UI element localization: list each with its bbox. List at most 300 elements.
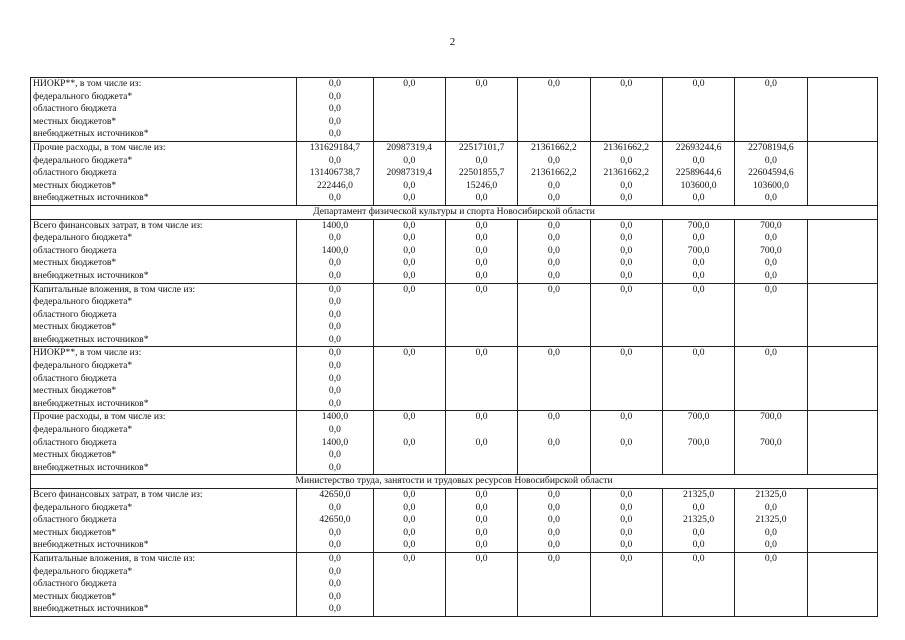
row-label: внебюджетных источников* — [33, 539, 149, 551]
cell-value: 0,0 — [620, 257, 633, 269]
value-cell — [373, 141, 445, 205]
cell-value: 0,0 — [620, 283, 633, 295]
cell-value: 0,0 — [764, 552, 777, 564]
value-cell — [662, 411, 734, 475]
page-number: 2 — [449, 36, 456, 48]
cell-value: 22604594,6 — [748, 167, 794, 179]
cell-value: 21325,0 — [682, 514, 715, 526]
row-label: федерального бюджета* — [33, 232, 133, 244]
value-cell — [518, 489, 590, 553]
value-cell — [590, 552, 662, 616]
cell-value: 0,0 — [328, 269, 341, 281]
cell-value: 0,0 — [403, 232, 416, 244]
cell-value: 0,0 — [692, 269, 705, 281]
cell-value: 0,0 — [547, 179, 560, 191]
cell-value: 0,0 — [403, 244, 416, 256]
cell-value: 0,0 — [547, 539, 560, 551]
cell-value: 21325,0 — [755, 489, 787, 500]
cell-value: 0,0 — [403, 501, 416, 513]
row-label: федерального бюджета* — [33, 565, 133, 577]
cell-value: 0,0 — [328, 90, 341, 102]
cell-value: 0,0 — [764, 269, 777, 281]
cell-value: 0,0 — [620, 154, 633, 166]
value-cell — [373, 552, 445, 616]
cell-value: 0,0 — [403, 552, 416, 564]
cell-value: 0,0 — [620, 436, 633, 448]
cell-value: 20987319,4 — [386, 167, 433, 179]
row-label: внебюджетных источников* — [33, 269, 149, 281]
cell-value: 0,0 — [475, 283, 488, 295]
cell-value: 0,0 — [328, 461, 341, 473]
cell-value: 0,0 — [547, 232, 560, 244]
cell-value: 0,0 — [403, 283, 416, 295]
row-label: областного бюджета — [33, 244, 117, 256]
value-cell — [662, 141, 734, 205]
cell-value: 21361662,2 — [531, 141, 577, 153]
cell-value: 0,0 — [620, 411, 633, 423]
value-cell — [807, 489, 877, 553]
cell-value — [520, 424, 587, 437]
cell-value: 0,0 — [475, 219, 488, 231]
row-label: Прочие расходы, в том числе из: — [33, 141, 166, 153]
cell-value: 0,0 — [403, 539, 416, 551]
cell-value: 700,0 — [687, 219, 710, 231]
cell-value: 0,0 — [403, 514, 416, 526]
cell-value: 0,0 — [620, 219, 633, 231]
row-label: Капитальные вложения, в том числе из: — [33, 552, 196, 564]
cell-value: 1400,0 — [321, 436, 349, 448]
cell-value: 131629184,7 — [309, 141, 361, 153]
cell-value: 0,0 — [328, 501, 341, 513]
row-labels-cell — [31, 283, 297, 347]
cell-value: 0,0 — [692, 552, 705, 564]
cell-value: 0,0 — [692, 232, 705, 244]
row-label: местных бюджетов* — [33, 449, 117, 461]
cell-value: 222446,0 — [316, 179, 353, 191]
cell-value: 22708194,6 — [748, 141, 794, 153]
row-label: внебюджетных источников* — [33, 192, 149, 204]
cell-value: 0,0 — [764, 154, 777, 166]
budget-group-row — [31, 347, 878, 411]
cell-value: 0,0 — [475, 411, 488, 423]
cell-value: 0,0 — [403, 411, 416, 423]
budget-group-row — [31, 141, 878, 205]
value-cell — [297, 283, 373, 347]
cell-value — [665, 424, 732, 437]
cell-value: 0,0 — [764, 192, 777, 204]
value-cell — [518, 78, 590, 142]
cell-value: 22693244,6 — [675, 141, 722, 153]
cell-value: 0,0 — [403, 526, 416, 538]
value-cell — [373, 283, 445, 347]
cell-value: 0,0 — [547, 489, 560, 500]
row-label: внебюджетных источников* — [33, 461, 149, 473]
cell-value: 0,0 — [620, 192, 633, 204]
cell-value: 0,0 — [328, 308, 341, 320]
cell-value: 0,0 — [692, 283, 705, 295]
cell-value: 0,0 — [547, 514, 560, 526]
cell-value: 0,0 — [547, 78, 560, 89]
cell-value: 0,0 — [764, 526, 777, 538]
cell-value: 0,0 — [475, 269, 488, 281]
cell-value: 0,0 — [328, 424, 341, 436]
value-cell — [807, 141, 877, 205]
value-cell — [373, 78, 445, 142]
cell-value: 15246,0 — [466, 179, 498, 191]
value-cell — [518, 141, 590, 205]
row-labels-cell — [31, 411, 297, 475]
cell-value: 0,0 — [764, 539, 777, 551]
cell-value: 0,0 — [475, 489, 488, 500]
cell-value: 0,0 — [328, 115, 341, 127]
cell-value — [376, 424, 443, 437]
row-label: областного бюджета — [33, 514, 117, 526]
row-label: Капитальные вложения, в том числе из: — [33, 283, 196, 295]
row-label: федерального бюджета* — [33, 501, 133, 513]
budget-group-row — [31, 219, 878, 283]
cell-value: 21361662,2 — [531, 167, 577, 179]
cell-value: 0,0 — [475, 154, 488, 166]
cell-value: 0,0 — [475, 539, 488, 551]
value-cell — [735, 78, 807, 142]
cell-value: 700,0 — [760, 219, 782, 231]
row-labels-cell — [31, 552, 297, 616]
value-cell — [590, 489, 662, 553]
cell-value: 0,0 — [620, 489, 633, 500]
budget-group-row — [31, 78, 878, 142]
cell-value: 0,0 — [328, 552, 341, 564]
cell-value: 42650,0 — [319, 489, 351, 500]
value-cell — [735, 552, 807, 616]
cell-value: 0,0 — [328, 526, 341, 538]
value-cell — [662, 219, 734, 283]
cell-value — [593, 424, 660, 437]
cell-value: 0,0 — [620, 78, 633, 89]
row-labels-cell — [31, 141, 297, 205]
cell-value: 0,0 — [328, 296, 341, 308]
cell-value: 0,0 — [620, 347, 633, 359]
row-label: федерального бюджета* — [33, 360, 133, 372]
cell-value: 0,0 — [328, 347, 341, 359]
cell-value: 103600,0 — [680, 179, 717, 191]
value-cell — [518, 552, 590, 616]
row-label: местных бюджетов* — [33, 115, 117, 127]
cell-value: 0,0 — [475, 552, 488, 564]
cell-value: 0,0 — [328, 103, 341, 115]
row-label: местных бюджетов* — [33, 590, 117, 602]
cell-value: 0,0 — [692, 154, 705, 166]
row-label: местных бюджетов* — [33, 257, 117, 269]
cell-value: 0,0 — [328, 385, 341, 397]
cell-value: 0,0 — [547, 192, 560, 204]
budget-group-row — [31, 411, 878, 475]
value-cell — [735, 141, 807, 205]
cell-value: 1400,0 — [321, 244, 349, 256]
cell-value: 0,0 — [403, 179, 416, 191]
row-label: НИОКР**, в том числе из: — [33, 78, 142, 89]
department-row — [31, 205, 878, 219]
cell-value: 700,0 — [687, 436, 710, 448]
cell-value: 0,0 — [547, 552, 560, 564]
cell-value: 0,0 — [328, 397, 341, 409]
cell-value: 0,0 — [403, 154, 416, 166]
cell-value: 0,0 — [692, 192, 705, 204]
value-cell — [590, 411, 662, 475]
cell-value: 0,0 — [328, 449, 341, 461]
cell-value — [810, 78, 875, 91]
cell-value: 0,0 — [547, 283, 560, 295]
value-cell — [518, 347, 590, 411]
value-cell — [518, 219, 590, 283]
row-label: внебюджетных источников* — [33, 603, 149, 615]
row-label: федерального бюджета* — [33, 154, 133, 166]
cell-value: 0,0 — [403, 489, 416, 500]
row-label: федерального бюджета* — [33, 424, 133, 436]
cell-value: 0,0 — [620, 514, 633, 526]
department-title: Департамент физической культуры и спорта Новосибирской области — [31, 205, 878, 219]
value-cell — [590, 347, 662, 411]
row-labels-cell — [31, 219, 297, 283]
cell-value: 700,0 — [687, 411, 710, 423]
row-label: внебюджетных источников* — [33, 128, 149, 140]
department-title: Министерство труда, занятости и трудовых ресурсов Новосибирской области — [31, 475, 878, 489]
value-cell — [297, 552, 373, 616]
value-cell — [518, 411, 590, 475]
cell-value: 700,0 — [687, 244, 710, 256]
cell-value: 0,0 — [475, 347, 488, 359]
value-cell — [662, 552, 734, 616]
cell-value — [810, 347, 875, 360]
cell-value: 22501855,7 — [458, 167, 505, 179]
cell-value: 0,0 — [547, 154, 560, 166]
row-label: местных бюджетов* — [33, 526, 117, 538]
cell-value: 0,0 — [328, 539, 341, 551]
cell-value: 0,0 — [547, 219, 560, 231]
value-cell — [662, 78, 734, 142]
cell-value: 0,0 — [328, 257, 341, 269]
cell-value: 0,0 — [475, 436, 488, 448]
cell-value: 0,0 — [692, 539, 705, 551]
value-cell — [735, 219, 807, 283]
cell-value: 131406738,7 — [309, 167, 361, 179]
value-cell — [445, 283, 517, 347]
row-label: областного бюджета — [33, 167, 117, 179]
value-cell — [373, 219, 445, 283]
cell-value: 0,0 — [328, 154, 341, 166]
value-cell — [590, 219, 662, 283]
value-cell — [662, 489, 734, 553]
cell-value: 21325,0 — [682, 489, 715, 500]
cell-value: 0,0 — [547, 269, 560, 281]
cell-value: 0,0 — [620, 539, 633, 551]
cell-value: 0,0 — [620, 269, 633, 281]
cell-value: 0,0 — [764, 501, 777, 513]
cell-value: 0,0 — [620, 526, 633, 538]
cell-value: 0,0 — [547, 347, 560, 359]
row-label: Всего финансовых затрат, в том числе из: — [33, 489, 203, 500]
cell-value: 0,0 — [764, 232, 777, 244]
cell-value — [810, 142, 875, 155]
cell-value: 700,0 — [760, 411, 782, 423]
cell-value: 0,0 — [403, 436, 416, 448]
cell-value: 0,0 — [764, 257, 777, 269]
value-cell — [735, 489, 807, 553]
cell-value: 700,0 — [760, 244, 782, 256]
value-cell — [590, 141, 662, 205]
cell-value — [810, 220, 875, 233]
value-cell — [735, 347, 807, 411]
row-label: местных бюджетов* — [33, 385, 117, 397]
value-cell — [445, 141, 517, 205]
row-label: местных бюджетов* — [33, 179, 117, 191]
cell-value: 21325,0 — [755, 514, 787, 526]
cell-value: 0,0 — [328, 372, 341, 384]
row-label: федерального бюджета* — [33, 296, 133, 308]
value-cell — [590, 78, 662, 142]
value-cell — [297, 347, 373, 411]
cell-value: 0,0 — [403, 192, 416, 204]
cell-value: 0,0 — [547, 526, 560, 538]
value-cell — [807, 283, 877, 347]
value-cell — [297, 411, 373, 475]
cell-value: 0,0 — [764, 283, 777, 295]
value-cell — [297, 78, 373, 142]
cell-value: 0,0 — [403, 269, 416, 281]
row-label: областного бюджета — [33, 308, 117, 320]
cell-value: 0,0 — [403, 219, 416, 231]
cell-value: 21361662,2 — [603, 141, 650, 153]
row-label: внебюджетных источников* — [33, 333, 149, 345]
cell-value — [810, 553, 875, 566]
cell-value: 0,0 — [547, 411, 560, 423]
cell-value: 0,0 — [692, 347, 705, 359]
value-cell — [807, 552, 877, 616]
cell-value: 0,0 — [475, 244, 488, 256]
row-labels-cell — [31, 78, 297, 142]
row-label: местных бюджетов* — [33, 321, 117, 333]
cell-value: 0,0 — [692, 257, 705, 269]
value-cell — [373, 489, 445, 553]
value-cell — [518, 283, 590, 347]
cell-value: 0,0 — [547, 257, 560, 269]
cell-value: 0,0 — [328, 590, 341, 602]
cell-value: 22589644,6 — [675, 167, 722, 179]
value-cell — [807, 411, 877, 475]
row-label: областного бюджета — [33, 372, 117, 384]
cell-value: 0,0 — [475, 192, 488, 204]
cell-value: 0,0 — [475, 526, 488, 538]
row-label: Всего финансовых затрат, в том числе из: — [33, 219, 203, 231]
value-cell — [807, 347, 877, 411]
cell-value: 0,0 — [328, 283, 341, 295]
row-label: федерального бюджета* — [33, 90, 133, 102]
cell-value: 0,0 — [764, 347, 777, 359]
cell-value: 0,0 — [764, 78, 777, 89]
cell-value: 0,0 — [328, 578, 341, 590]
cell-value: 0,0 — [328, 321, 341, 333]
cell-value: 0,0 — [547, 501, 560, 513]
cell-value — [448, 424, 515, 437]
value-cell — [662, 347, 734, 411]
budget-group-row — [31, 552, 878, 616]
cell-value: 0,0 — [328, 78, 341, 89]
budget-group-row — [31, 489, 878, 553]
value-cell — [445, 78, 517, 142]
value-cell — [297, 219, 373, 283]
value-cell — [735, 411, 807, 475]
row-label: областного бюджета — [33, 578, 117, 590]
row-labels-cell — [31, 489, 297, 553]
cell-value — [810, 284, 875, 297]
cell-value: 0,0 — [475, 514, 488, 526]
value-cell — [373, 347, 445, 411]
cell-value: 0,0 — [328, 192, 341, 204]
row-label: областного бюджета — [33, 103, 117, 115]
value-cell — [445, 219, 517, 283]
cell-value — [810, 489, 875, 502]
cell-value: 0,0 — [547, 436, 560, 448]
cell-value: 0,0 — [692, 501, 705, 513]
row-label: областного бюджета — [33, 436, 117, 448]
cell-value: 0,0 — [620, 232, 633, 244]
cell-value: 0,0 — [328, 565, 341, 577]
cell-value: 0,0 — [620, 179, 633, 191]
cell-value: 20987319,4 — [386, 141, 433, 153]
value-cell — [807, 78, 877, 142]
row-label: НИОКР**, в том числе из: — [33, 347, 142, 359]
value-cell — [297, 489, 373, 553]
value-cell — [662, 283, 734, 347]
cell-value: 0,0 — [475, 232, 488, 244]
row-label: Прочие расходы, в том числе из: — [33, 411, 166, 423]
value-cell — [297, 141, 373, 205]
budget-table — [30, 77, 878, 617]
cell-value: 0,0 — [475, 257, 488, 269]
budget-group-row — [31, 283, 878, 347]
cell-value: 0,0 — [328, 333, 341, 345]
cell-value: 1400,0 — [321, 411, 349, 423]
cell-value: 0,0 — [328, 603, 341, 615]
cell-value — [737, 424, 804, 437]
row-labels-cell — [31, 347, 297, 411]
value-cell — [807, 219, 877, 283]
cell-value: 0,0 — [475, 501, 488, 513]
cell-value: 0,0 — [692, 526, 705, 538]
cell-value: 0,0 — [475, 78, 488, 89]
value-cell — [373, 411, 445, 475]
department-row — [31, 475, 878, 489]
cell-value: 21361662,2 — [603, 167, 650, 179]
cell-value: 0,0 — [547, 244, 560, 256]
cell-value: 0,0 — [328, 360, 341, 372]
cell-value: 0,0 — [328, 232, 341, 244]
value-cell — [445, 411, 517, 475]
cell-value: 0,0 — [692, 78, 705, 89]
cell-value: 0,0 — [328, 128, 341, 140]
value-cell — [445, 347, 517, 411]
cell-value: 700,0 — [760, 436, 782, 448]
value-cell — [445, 489, 517, 553]
cell-value: 0,0 — [403, 347, 416, 359]
cell-value: 22517101,7 — [458, 141, 505, 153]
cell-value: 0,0 — [620, 244, 633, 256]
cell-value: 0,0 — [620, 501, 633, 513]
value-cell — [735, 283, 807, 347]
cell-value: 0,0 — [403, 257, 416, 269]
value-cell — [445, 552, 517, 616]
cell-value — [810, 411, 875, 424]
cell-value: 0,0 — [620, 552, 633, 564]
